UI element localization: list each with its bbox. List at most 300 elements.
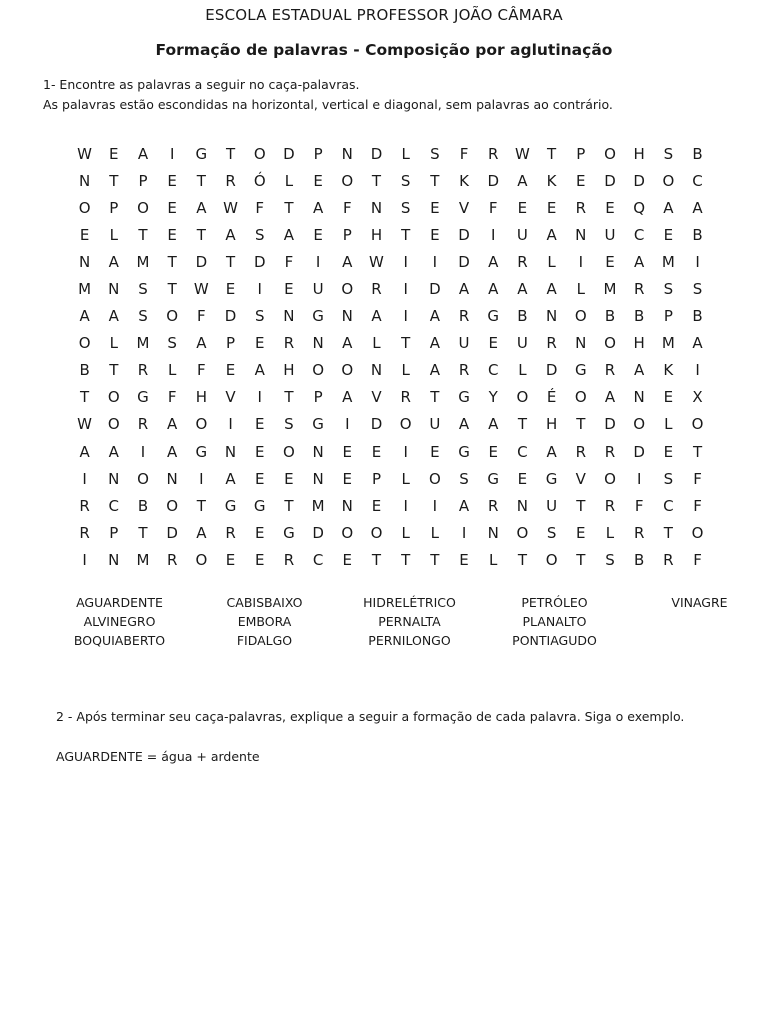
grid-row [70, 248, 712, 275]
grid-letter: O [341, 171, 354, 190]
grid-letter: Ó [253, 171, 266, 190]
grid-letter: O [283, 442, 295, 461]
grid-letter: T [138, 523, 148, 542]
grid-letter: L [664, 415, 673, 434]
grid-letter: L [167, 361, 177, 380]
grid-letter: N [108, 550, 120, 569]
grid-letter: E [371, 442, 382, 461]
question2-example: AGUARDENTE = água + ardente [56, 749, 260, 764]
grid-letter: H [195, 388, 207, 407]
grid-letter: G [458, 442, 470, 461]
grid-row [70, 492, 712, 519]
grid-letter: I [257, 280, 262, 299]
grid-letter: O [516, 523, 529, 542]
grid-letter: S [400, 171, 411, 190]
grid-letter: E [430, 225, 440, 244]
grid-letter: L [401, 469, 410, 488]
grid-letter: W [369, 252, 384, 271]
grid-letter: A [634, 252, 645, 271]
grid-letter: W [193, 280, 209, 299]
grid-letter: D [633, 442, 645, 461]
grid-letter: M [136, 550, 150, 569]
grid-letter: V [458, 198, 470, 217]
grid-letter: E [254, 415, 265, 434]
grid-letter: I [695, 252, 700, 271]
grid-letter: A [225, 469, 236, 488]
grid-letter: B [634, 307, 645, 326]
grid-letter: T [80, 388, 90, 407]
grid-letter: F [197, 361, 206, 380]
grid-letter: E [79, 225, 90, 244]
word-list-item: PERNALTA [378, 614, 441, 629]
grid-letter: I [636, 469, 642, 488]
grid-letter: E [488, 442, 498, 461]
grid-letter: A [517, 171, 528, 190]
grid-letter: E [254, 442, 265, 461]
grid-letter: D [166, 523, 178, 542]
grid-letter: C [487, 361, 499, 380]
grid-letter: P [576, 144, 586, 163]
grid-letter: U [458, 334, 470, 353]
word-list-item: PETRÓLEO [521, 595, 588, 610]
word-list-item: AGUARDENTE [76, 595, 163, 610]
grid-letter: I [578, 252, 583, 271]
grid-letter: R [663, 550, 674, 569]
grid-letter: E [430, 442, 440, 461]
grid-letter: B [634, 550, 645, 569]
grid-letter: I [403, 252, 408, 271]
grid-letter: I [432, 496, 438, 515]
grid-letter: R [517, 252, 528, 271]
grid-letter: T [517, 550, 527, 569]
grid-letter: A [488, 280, 499, 299]
grid-letter: B [692, 144, 703, 163]
grid-letter: F [693, 550, 702, 569]
grid-letter: O [137, 469, 149, 488]
grid-letter: C [517, 442, 528, 461]
word-list-item: FIDALGO [236, 633, 293, 648]
grid-letter: E [225, 361, 236, 380]
grid-letter: G [253, 496, 266, 515]
grid-letter: U [604, 225, 616, 244]
grid-letter: I [403, 442, 408, 461]
grid-letter: R [488, 144, 499, 163]
word-list [47, 593, 768, 650]
grid-letter: N [108, 469, 120, 488]
grid-letter: O [574, 388, 587, 407]
grid-letter: A [167, 442, 178, 461]
grid-letter: D [429, 280, 441, 299]
grid-letter: U [516, 225, 528, 244]
grid-row [70, 330, 712, 357]
grid-letter: R [137, 361, 149, 380]
grid-letter: S [663, 144, 674, 163]
grid-letter: R [604, 496, 616, 515]
grid-letter: O [107, 388, 120, 407]
grid-letter: T [284, 388, 294, 407]
grid-letter: P [109, 523, 119, 542]
grid-letter: A [429, 334, 440, 353]
grid-letter: T [663, 523, 673, 542]
grid-letter: R [225, 171, 236, 190]
grid-letter: S [254, 307, 265, 326]
grid-letter: E [109, 144, 119, 163]
grid-letter: P [342, 225, 352, 244]
grid-letter: A [692, 334, 703, 353]
grid-letter: A [167, 415, 178, 434]
grid-letter: R [575, 442, 586, 461]
grid-letter: S [430, 144, 440, 163]
grid-letter: E [663, 442, 674, 461]
grid-letter: T [225, 144, 236, 163]
grid-letter: K [459, 171, 469, 190]
grid-letter: A [458, 280, 470, 299]
grid-letter: A [108, 442, 119, 461]
grid-letter: O [370, 523, 383, 542]
grid-letter: Q [633, 198, 646, 217]
grid-letter: G [137, 388, 149, 407]
word-list-item: BOQUIABERTO [73, 633, 166, 648]
grid-letter: C [663, 496, 674, 515]
grid-row [70, 357, 712, 384]
grid-letter: I [257, 388, 262, 407]
grid-letter: D [604, 171, 616, 190]
grid-letter: X [692, 388, 703, 407]
grid-letter: É [546, 388, 557, 407]
grid-letter: T [517, 415, 527, 434]
grid-letter: M [311, 496, 325, 515]
grid-letter: I [491, 225, 496, 244]
grid-letter: H [633, 334, 645, 353]
word-list-column [47, 593, 192, 650]
grid-letter: V [371, 388, 382, 407]
grid-letter: B [692, 225, 703, 244]
grid-letter: R [458, 307, 470, 326]
grid-letter: W [77, 144, 93, 163]
grid-letter: I [82, 550, 87, 569]
grid-letter: O [604, 469, 616, 488]
grid-letter: A [488, 252, 499, 271]
grid-row [70, 465, 712, 492]
grid-letter: T [167, 252, 177, 271]
grid-letter: E [254, 523, 265, 542]
grid-letter: O [574, 307, 587, 326]
grid-letter: L [547, 252, 556, 271]
grid-row [70, 140, 712, 167]
grid-letter: O [428, 469, 441, 488]
grid-letter: F [693, 496, 702, 515]
grid-letter: N [516, 496, 529, 515]
grid-letter: B [137, 496, 149, 515]
grid-letter: M [603, 280, 617, 299]
grid-letter: L [489, 550, 498, 569]
grid-letter: S [692, 280, 703, 299]
grid-letter: E [254, 334, 265, 353]
grid-letter: E [605, 198, 615, 217]
grid-letter: N [575, 225, 587, 244]
grid-letter: R [371, 280, 382, 299]
grid-row [70, 519, 712, 546]
grid-letter: S [663, 280, 674, 299]
grid-row [70, 438, 712, 465]
grid-letter: C [633, 225, 645, 244]
grid-letter: T [196, 225, 206, 244]
grid-letter: S [167, 334, 177, 353]
grid-letter: G [487, 307, 500, 326]
grid-letter: E [371, 496, 382, 515]
grid-letter: B [692, 307, 703, 326]
grid-letter: G [574, 361, 587, 380]
grid-letter: A [342, 334, 353, 353]
school-name: ESCOLA ESTADUAL PROFESSOR JOÃO CÂMARA [205, 6, 563, 24]
grid-letter: A [79, 307, 90, 326]
grid-letter: R [283, 550, 295, 569]
grid-letter: I [199, 469, 204, 488]
grid-letter: E [342, 442, 353, 461]
grid-letter: D [195, 252, 208, 271]
grid-letter: E [225, 550, 236, 569]
grid-letter: A [137, 144, 149, 163]
grid-letter: D [312, 523, 324, 542]
grid-letter: A [342, 388, 353, 407]
grid-row [70, 411, 712, 438]
grid-letter: T [576, 496, 586, 515]
word-list-item: PONTIAGUDO [512, 633, 597, 648]
grid-letter: N [341, 307, 353, 326]
grid-letter: A [108, 252, 119, 271]
grid-letter: D [283, 144, 295, 163]
grid-letter: R [400, 388, 411, 407]
grid-letter: O [604, 334, 616, 353]
grid-letter: W [514, 144, 530, 163]
grid-letter: F [255, 198, 265, 217]
grid-letter: E [284, 280, 294, 299]
grid-letter: V [575, 469, 586, 488]
grid-letter: C [108, 496, 120, 515]
grid-row [70, 167, 712, 194]
grid-letter: O [399, 415, 412, 434]
grid-row [70, 194, 712, 221]
grid-letter: E [663, 225, 674, 244]
grid-letter: E [284, 469, 294, 488]
grid-letter: O [545, 550, 558, 569]
word-list-item: ALVINEGRO [83, 614, 156, 629]
grid-letter: Y [488, 388, 498, 407]
grid-row [70, 275, 712, 302]
grid-letter: O [78, 198, 91, 217]
grid-letter: O [341, 361, 354, 380]
word-list-item: PERNILONGO [368, 633, 451, 648]
grid-letter: E [430, 198, 440, 217]
grid-letter: T [167, 280, 177, 299]
grid-letter: R [633, 523, 645, 542]
grid-letter: N [487, 523, 499, 542]
grid-letter: H [283, 361, 295, 380]
grid-letter: D [224, 307, 237, 326]
grid-letter: L [109, 225, 118, 244]
grid-letter: T [225, 252, 236, 271]
grid-letter: L [109, 334, 118, 353]
word-list-column [482, 593, 627, 650]
grid-letter: T [692, 442, 703, 461]
grid-letter: I [315, 252, 321, 271]
word-list-column [337, 593, 482, 650]
grid-letter: M [661, 252, 675, 271]
grid-letter: A [225, 225, 236, 244]
grid-letter: G [458, 388, 470, 407]
grid-letter: K [546, 171, 557, 190]
grid-letter: L [284, 171, 294, 190]
word-list-column [192, 593, 337, 650]
grid-letter: W [223, 198, 238, 217]
grid-letter: F [488, 198, 498, 217]
grid-letter: N [108, 280, 120, 299]
grid-letter: E [459, 550, 469, 569]
grid-letter: D [253, 252, 266, 271]
grid-letter: R [488, 496, 499, 515]
grid-letter: A [692, 198, 703, 217]
grid-letter: N [312, 469, 324, 488]
grid-letter: E [167, 198, 177, 217]
grid-letter: N [370, 361, 383, 380]
grid-letter: N [312, 334, 324, 353]
grid-letter: S [663, 469, 674, 488]
grid-letter: B [604, 307, 616, 326]
grid-letter: M [136, 252, 150, 271]
grid-letter: L [518, 361, 527, 380]
grid-letter: S [138, 280, 148, 299]
grid-letter: R [633, 280, 645, 299]
grid-letter: N [166, 469, 178, 488]
grid-letter: F [693, 469, 702, 488]
grid-letter: T [430, 388, 440, 407]
grid-letter: U [312, 280, 324, 299]
grid-letter: T [401, 550, 411, 569]
grid-letter: N [370, 198, 383, 217]
grid-letter: C [312, 550, 324, 569]
grid-letter: P [663, 307, 673, 326]
grid-letter: T [138, 225, 148, 244]
grid-letter: R [575, 198, 586, 217]
grid-letter: G [312, 307, 324, 326]
grid-letter: O [166, 496, 179, 515]
grid-letter: F [342, 198, 352, 217]
grid-letter: L [372, 334, 381, 353]
grid-letter: L [401, 523, 410, 542]
grid-letter: D [458, 225, 470, 244]
grid-letter: I [345, 415, 350, 434]
grid-letter: G [195, 144, 208, 163]
grid-letter: A [604, 388, 616, 407]
grid-letter: K [663, 361, 674, 380]
grid-letter: E [342, 469, 353, 488]
grid-letter: N [341, 144, 353, 163]
grid-letter: R [604, 442, 616, 461]
grid-letter: N [224, 442, 237, 461]
grid-letter: A [79, 442, 90, 461]
grid-letter: A [546, 280, 557, 299]
grid-letter: M [78, 280, 92, 299]
grid-letter: A [458, 415, 470, 434]
grid-letter: N [633, 388, 645, 407]
grid-letter: I [403, 307, 408, 326]
grid-letter: T [576, 415, 586, 434]
grid-letter: S [459, 469, 469, 488]
word-list-item: HIDRELÉTRICO [363, 595, 456, 610]
grid-letter: E [517, 198, 528, 217]
grid-letter: A [283, 225, 295, 244]
grid-letter: O [166, 307, 179, 326]
question1-line1: 1- Encontre as palavras a seguir no caça-palavras. [43, 77, 360, 92]
grid-letter: A [196, 198, 207, 217]
grid-letter: D [370, 144, 383, 163]
grid-letter: T [430, 171, 440, 190]
grid-letter: D [487, 171, 499, 190]
grid-letter: N [575, 334, 587, 353]
grid-letter: U [516, 334, 528, 353]
grid-letter: E [576, 523, 586, 542]
grid-letter: A [342, 252, 353, 271]
grid-letter: R [166, 550, 178, 569]
grid-letter: T [401, 225, 411, 244]
grid-letter: N [78, 252, 91, 271]
grid-letter: E [517, 469, 528, 488]
grid-letter: O [107, 415, 120, 434]
grid-letter: O [341, 523, 354, 542]
grid-letter: D [458, 252, 470, 271]
grid-letter: A [108, 307, 119, 326]
grid-letter: R [458, 361, 470, 380]
grid-letter: E [546, 198, 557, 217]
grid-letter: G [487, 469, 500, 488]
grid-letter: T [371, 171, 382, 190]
grid-letter: S [605, 550, 615, 569]
grid-letter: S [254, 225, 265, 244]
grid-letter: A [312, 198, 324, 217]
grid-letter: E [167, 225, 177, 244]
grid-letter: D [545, 361, 558, 380]
grid-letter: E [488, 334, 498, 353]
grid-letter: N [341, 496, 353, 515]
question1-line2: As palavras estão escondidas na horizontal, vertical e diagonal, sem palavras ao contrário. [43, 97, 613, 112]
word-search-grid [70, 140, 712, 574]
grid-letter: R [225, 523, 236, 542]
grid-letter: T [196, 496, 206, 515]
grid-letter: P [226, 334, 236, 353]
grid-letter: A [517, 280, 528, 299]
grid-letter: P [138, 171, 148, 190]
grid-letter: M [661, 334, 675, 353]
grid-letter: P [313, 388, 323, 407]
grid-letter: T [284, 198, 294, 217]
grid-letter: N [283, 307, 295, 326]
grid-letter: V [225, 388, 236, 407]
worksheet-title: Formação de palavras - Composição por aglutinação [155, 41, 613, 59]
grid-letter: E [313, 225, 323, 244]
grid-letter: E [663, 388, 674, 407]
grid-letter: D [370, 415, 383, 434]
grid-letter: G [545, 469, 558, 488]
grid-letter: S [400, 198, 411, 217]
grid-letter: O [195, 415, 208, 434]
grid-letter: O [604, 144, 616, 163]
word-list-item: PLANALTO [522, 614, 587, 629]
grid-letter: R [137, 415, 149, 434]
grid-letter: P [109, 198, 119, 217]
grid-letter: A [196, 523, 207, 542]
grid-letter: T [430, 550, 440, 569]
grid-letter: L [401, 144, 410, 163]
